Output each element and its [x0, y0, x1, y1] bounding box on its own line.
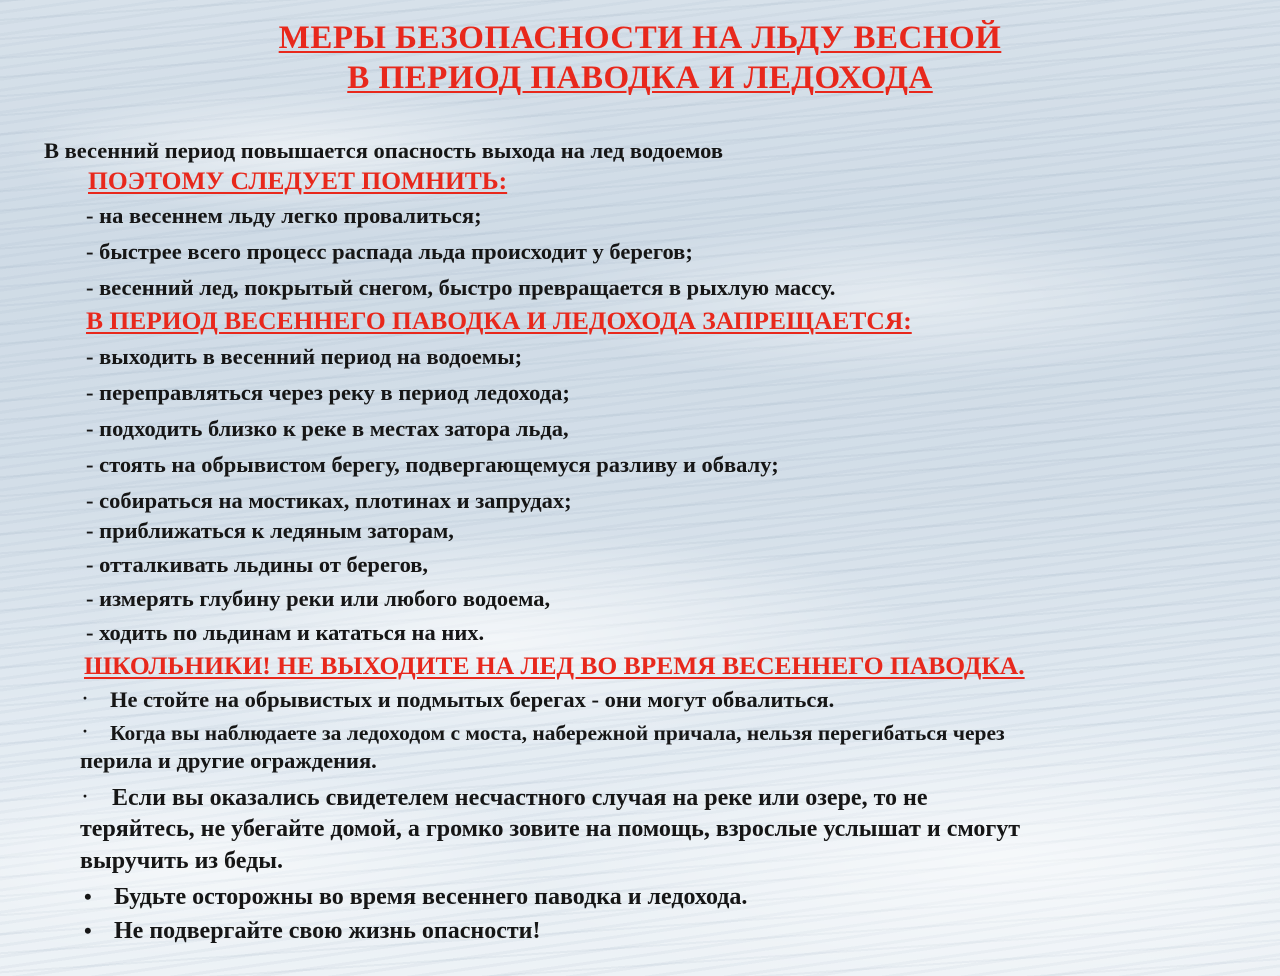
schoolchildren-heading: ШКОЛЬНИКИ! НЕ ВЫХОДИТЕ НА ЛЕД ВО ВРЕМЯ ВЕСЕННЕГО ПАВОДКА.	[84, 651, 1025, 680]
schoolchildren-item	[82, 717, 1005, 747]
closing-item	[84, 883, 747, 911]
forbidden-item: - приближаться к ледяным заторам,	[86, 518, 454, 543]
dot-marker: ·	[82, 688, 89, 708]
forbidden-item: - измерять глубину реки или любого водоема,	[86, 586, 551, 611]
remember-heading: ПОЭТОМУ СЛЕДУЕТ ПОМНИТЬ:	[88, 166, 508, 195]
schoolchildren-item-continued: теряйтесь, не убегайте домой, а громко зовите на помощь, взрослые услышат и смогут	[80, 816, 1021, 842]
bullet-marker: •	[84, 918, 92, 943]
forbidden-item: - ходить по льдинам и кататься на них.	[86, 620, 485, 645]
forbidden-item: - подходить близко к реке в местах затора льда,	[86, 416, 569, 441]
forbidden-item: - собираться на мостиках, плотинах и запрудах;	[86, 488, 572, 513]
poster-title-line-2: В ПЕРИОД ПАВОДКА И ЛЕДОХОДА	[347, 60, 933, 96]
closing-item-text: Будьте осторожны во время весеннего паводка и ледохода.	[114, 884, 748, 910]
remember-item: - быстрее всего процесс распада льда происходит у берегов;	[86, 239, 693, 264]
schoolchildren-item-text: Не стойте на обрывистых и подмытых берегах - они могут обвалиться.	[110, 687, 835, 712]
schoolchildren-item-text: Если вы оказались свидетелем несчастного случая на реке или озере, то не	[112, 785, 928, 811]
poster-title-line-1: МЕРЫ БЕЗОПАСНОСТИ НА ЛЬДУ ВЕСНОЙ	[278, 20, 1002, 56]
schoolchildren-item-text: Когда вы наблюдаете за ледоходом с моста, набережной причала, нельзя перегибаться через	[110, 721, 1005, 745]
remember-item: - на весеннем льду легко провалиться;	[86, 203, 482, 228]
schoolchildren-item-continued: перила и другие ограждения.	[80, 748, 377, 773]
dot-marker: ·	[82, 721, 89, 741]
bullet-marker: •	[84, 884, 92, 909]
dot-marker: ·	[82, 786, 89, 806]
forbidden-item: - отталкивать льдины от берегов,	[86, 552, 429, 577]
forbidden-item: - переправляться через реку в период ледохода;	[86, 380, 570, 405]
remember-item: - весенний лед, покрытый снегом, быстро превращается в рыхлую массу.	[86, 275, 836, 300]
closing-item-text: Не подвергайте свою жизнь опасности!	[114, 918, 541, 944]
forbidden-item: - стоять на обрывистом берегу, подвергающемуся разливу и обвалу;	[86, 452, 779, 477]
forbidden-heading: В ПЕРИОД ВЕСЕННЕГО ПАВОДКА И ЛЕДОХОДА ЗАПРЕЩАЕТСЯ:	[86, 306, 912, 335]
closing-item	[84, 917, 540, 945]
schoolchildren-item	[82, 782, 928, 812]
schoolchildren-item	[82, 684, 834, 714]
forbidden-item: - выходить в весенний период на водоемы;	[86, 344, 523, 369]
schoolchildren-item-continued: выручить из беды.	[80, 848, 283, 874]
intro-text: В весенний период повышается опасность выхода на лед водоемов	[44, 138, 723, 163]
